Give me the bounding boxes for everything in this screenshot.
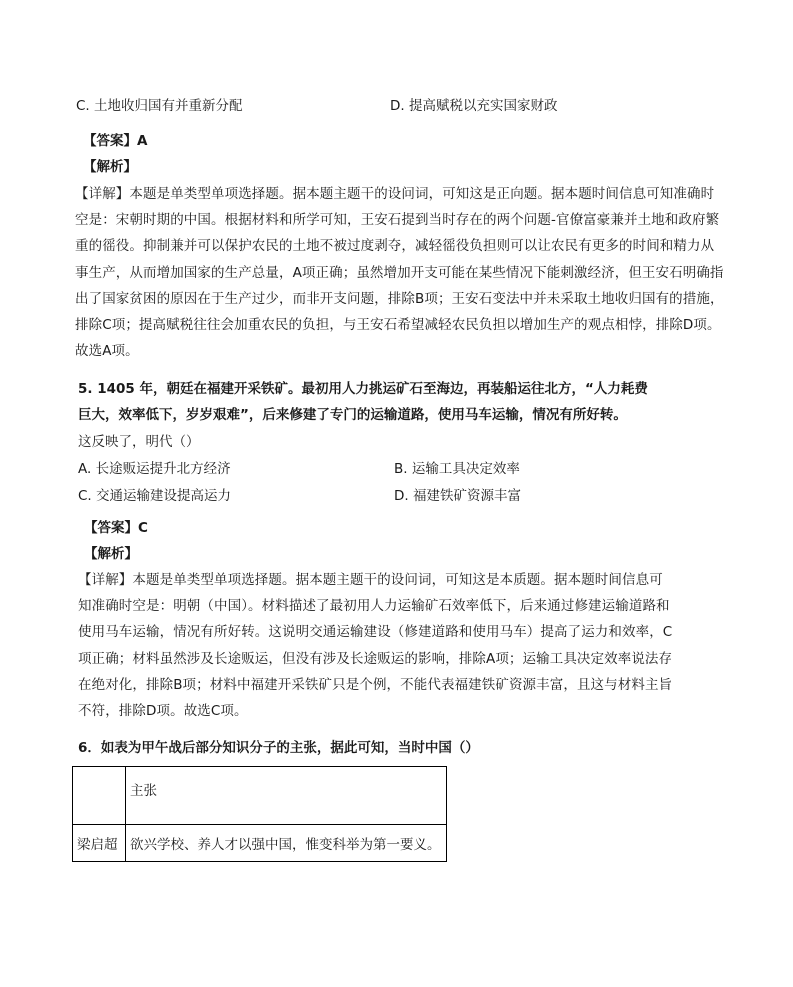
- q5-stem-line-2: 巨大，效率低下，岁岁艰难”，后来修建了专门的运输道路，使用马车运输，情况有所好转。: [78, 407, 627, 423]
- q5-analysis-label: 【解析】: [84, 546, 138, 562]
- q6-stem: 6．如表为甲午战后部分知识分子的主张，据此可知，当时中国（）: [78, 740, 479, 756]
- q5-stem-line-3: 这反映了，明代（）: [78, 434, 200, 450]
- table-header-cell: [73, 767, 126, 825]
- q5-answer: 【答案】C: [84, 520, 148, 536]
- q4-analysis-label: 【解析】: [83, 159, 137, 175]
- q4-answer: 【答案】A: [83, 133, 148, 149]
- table-cell-opinion: 欲兴学校、养人才以强中国，惟变科举为第一要义。: [126, 825, 447, 862]
- q4-option-c: C. 土地收归国有并重新分配: [76, 98, 243, 114]
- q5-option-d: D. 福建铁矿资源丰富: [394, 488, 521, 504]
- table-row: [73, 825, 447, 862]
- table-header-cell: 主张: [126, 767, 447, 825]
- q5-option-b: B. 运输工具决定效率: [394, 461, 520, 477]
- q4-detail: 【详解】本题是单类型单项选择题。据本题主题干的设问词，可知这是正向题。据本题时间信息可知准确时空是：宋朝时期的中国。根据材料和所学可知，王安石提到当时存在的两个问题-官僚富豪兼并土地和政府繁重的徭役。抑制兼并可以保护农民的土地不被过度剥夺，减轻徭役负担则可以让农民有更多的时间和精力从事生产，从而增加国家的生产总量，A项正确；虽然增加开支可能在某些情况下能刺激经济，但王安石明确指出了国家贫困的原因在于生产过少，而非开支问题，排除B项；王安石变法中并未采取土地收归国有的措施，排除C项；提高赋税往往会加重农民的负担，与王安石希望减轻农民负担以增加生产的观点相悖，排除D项。故选A项。: [75, 186, 724, 360]
- q4-option-d: D. 提高赋税以充实国家财政: [390, 98, 558, 114]
- q5-option-a: A. 长途贩运提升北方经济: [78, 461, 231, 477]
- q5-option-c: C. 交通运输建设提高运力: [78, 488, 232, 504]
- q6-table: [72, 766, 447, 862]
- table-header-row: [73, 767, 447, 825]
- table-cell-person: 梁启超: [73, 825, 126, 862]
- q5-stem-line-1: 5. 1405 年，朝廷在福建开采铁矿。最初用人力挑运矿石至海边，再装船运往北方，“人力耗费: [78, 381, 648, 397]
- q5-detail: 【详解】本题是单类型单项选择题。据本题主题干的设问词，可知这是本质题。据本题时间信息可知准确时空是：明朝（中国）。材料描述了最初用人力运输矿石效率低下，后来通过修建运输道路和使用马车运输，情况有所好转。这说明交通运输建设（修建道路和使用马车）提高了运力和效率，C项正确；材料虽然涉及长途贩运，但没有涉及长途贩运的影响，排除A项；运输工具决定效率说法存在绝对化，排除B项；材料中福建开采铁矿只是个例，不能代表福建铁矿资源丰富，且这与材料主旨不符，排除D项。故选C项。: [78, 572, 673, 720]
